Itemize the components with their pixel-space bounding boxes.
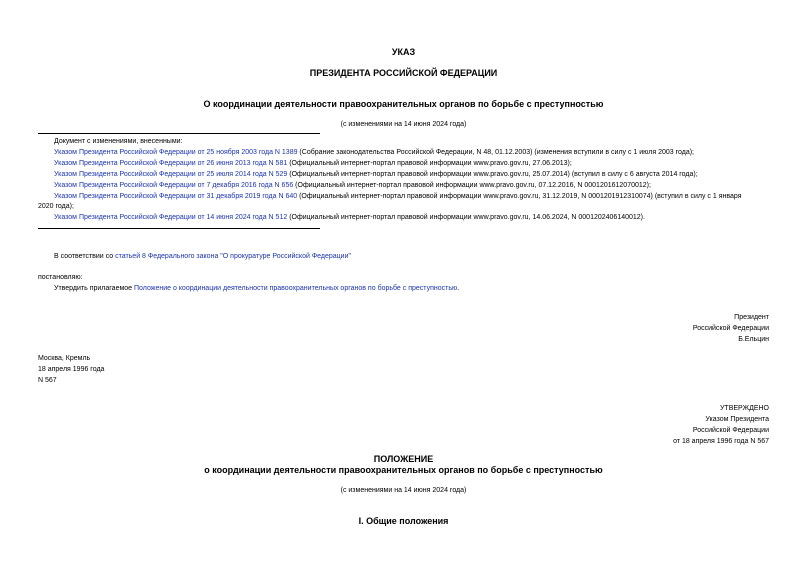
approved-by: Указом Президента [705,416,769,423]
amendment-link[interactable]: Указом Президента Российской Федерации от 26 июня 2013 года N 581 [54,160,288,167]
amendment-details: (Официальный интернет-портал правовой информации www.pravo.gov.ru, 27.06.2013); [287,160,572,167]
signature-name: Б.Ельцин [738,336,769,343]
approved-office: Российской Федерации [692,427,769,434]
divider-bottom [38,228,320,229]
amendment-details: (Официальный интернет-портал правовой информации www.pravo.gov.ru, 31.12.2019, N 0001201912310074) (вступил в силу с 1 января [297,193,742,200]
regulation-title: ПОЛОЖЕНИЕ [373,454,434,464]
approved-stamp: УТВЕРЖДЕНО [719,405,769,412]
regulation-link[interactable]: Положение о координации деятельности правоохранительных органов по борьбе с преступностью [134,285,458,292]
approved-date: от 18 апреля 1996 года N 567 [673,438,769,445]
amendment-details: (Официальный интернет-портал правовой информации www.pravo.gov.ru, 07.12.2016, N 0001201612070012); [293,182,651,189]
amendment-link[interactable]: Указом Президента Российской Федерации от 7 декабря 2016 года N 656 [54,182,294,189]
signature-office: Российской Федерации [692,325,769,332]
amendment-link[interactable]: Указом Президента Российской Федерации от 25 июля 2014 года N 529 [54,171,288,178]
regulation-edition: (с изменениями на 14 июня 2024 года) [340,487,467,494]
amendment-link[interactable]: Указом Президента Российской Федерации от 25 ноября 2003 года N 1389 [54,149,298,156]
preamble-paragraph [54,252,351,262]
amendment-details: (Собрание законодательства Российской Федерации, N 48, 01.12.2003) (изменения вступили в силу с 1 июля 2003 года); [297,149,694,156]
divider-top [38,133,320,134]
change-item [54,213,645,223]
regulation-subtitle: о координации деятельности правоохранительных органов по борьбе с преступностью [204,465,603,475]
amendment-link[interactable]: Указом Президента Российской Федерации от 31 декабря 2019 года N 640 [54,193,298,200]
document-title: О координации деятельности правоохранительных органов по борьбе с преступностью [203,99,604,109]
decree-word: постановляю: [38,274,83,281]
preamble-text: В соответствии со [54,253,116,260]
approve-suffix: . [457,285,460,292]
amendment-link[interactable]: Указом Президента Российской Федерации от 14 июня 2024 года N 512 [54,214,288,221]
decree-number: N 567 [38,377,57,384]
signing-date: 18 апреля 1996 года [38,366,105,373]
law-article-link[interactable]: статьей 8 Федерального закона "О прокуратуре Российской Федерации" [115,253,351,260]
change-item-continuation: 2020 года); [38,203,74,210]
signature-title: Президент [734,314,769,321]
edition-note: (с изменениями на 14 июня 2024 года) [340,121,467,128]
approve-paragraph [54,284,459,294]
amendment-details: (Официальный интернет-портал правовой информации www.pravo.gov.ru, 14.06.2024, N 0001202406140012). [287,214,645,221]
section-heading: I. Общие положения [358,516,449,526]
change-item [54,181,651,191]
amendment-details: (Официальный интернет-портал правовой информации www.pravo.gov.ru, 25.07.2014) (вступил в силу с 6 августа 2014 года); [287,171,698,178]
issuer-heading: ПРЕЗИДЕНТА РОССИЙСКОЙ ФЕДЕРАЦИИ [309,68,498,78]
document-type-heading: УКАЗ [391,47,416,57]
change-item [54,148,694,158]
changes-intro: Документ с изменениями, внесенными: [54,138,183,145]
approve-text: Утвердить прилагаемое [54,285,135,292]
change-item [54,192,742,202]
change-item [54,170,698,180]
signing-place: Москва, Кремль [38,355,91,362]
change-item [54,159,572,169]
